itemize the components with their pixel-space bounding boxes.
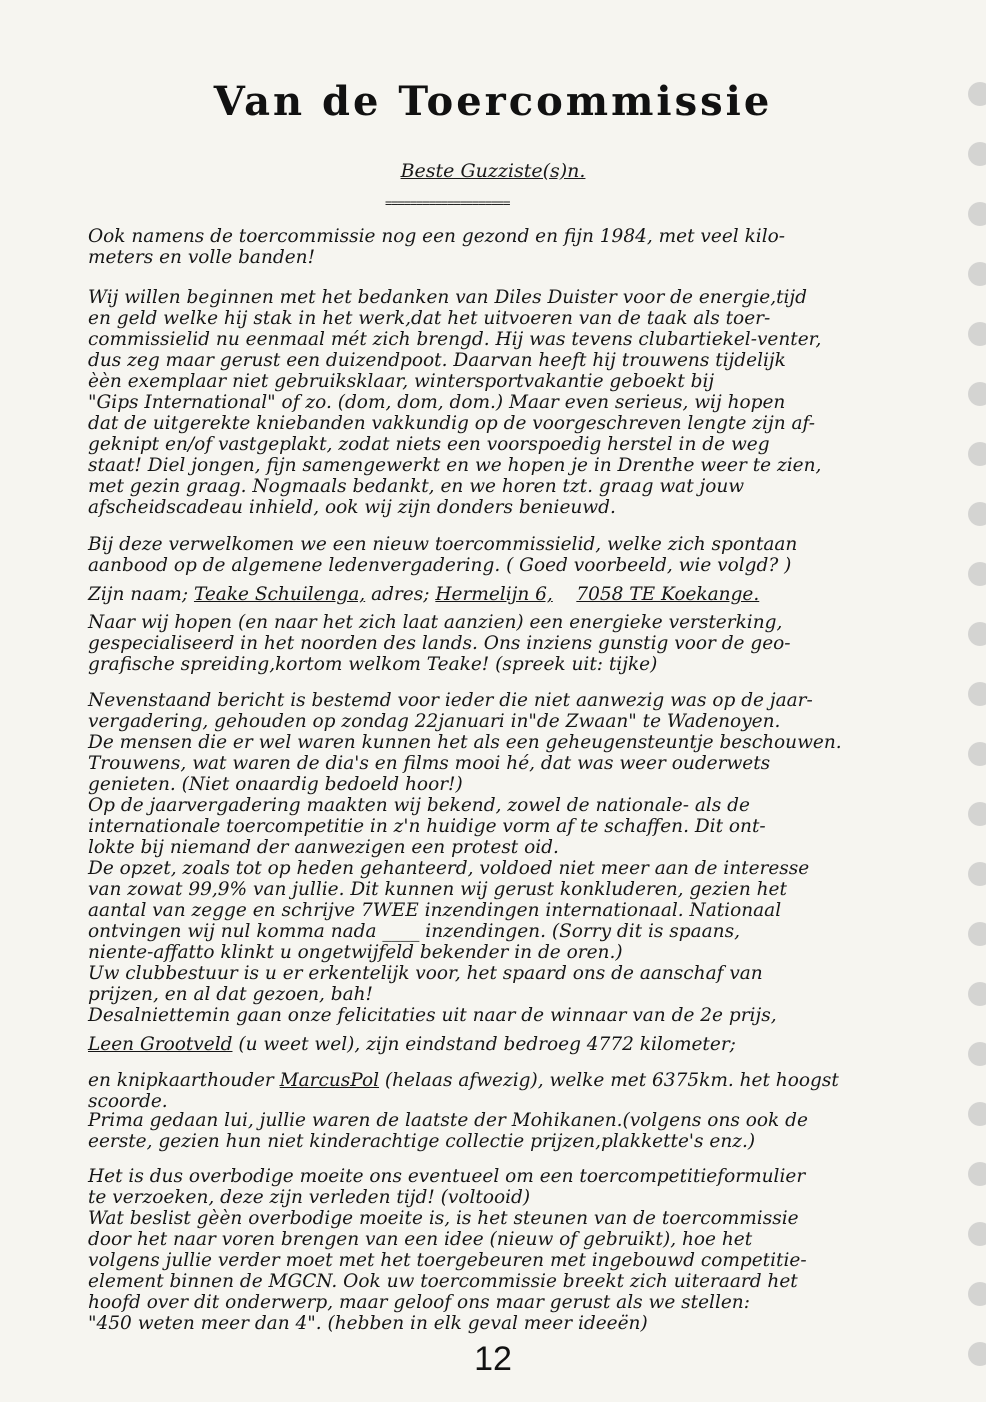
member-city: 7058 TE Koekange. — [576, 584, 760, 605]
name-label: Zijn naam; — [88, 584, 189, 605]
text-line: element binnen de MGCN. Ook uw toercommissie breekt zich uiteraard het — [88, 1271, 798, 1292]
text-line: Trouwens, wat waren de dia's en films mooi hé, dat was weer ouderwets — [88, 753, 771, 774]
winner-text: (helaas afwezig), welke met 6375km. het hoogst — [384, 1070, 839, 1091]
text-line: genieten. (Niet onaardig bedoeld hoor!) — [88, 774, 463, 795]
member-name: Teake Schuilenga, — [193, 584, 366, 605]
address-label: adres; — [371, 584, 430, 605]
winner-name: MarcusPol — [279, 1070, 380, 1091]
text-line: lokte bij niemand der aanwezigen een protest oid. — [88, 837, 559, 858]
binder-hole-icon — [968, 1102, 986, 1126]
text-line: Uw clubbestuur is u er erkentelijk voor, het spaard ons de aanschaf van — [88, 963, 763, 984]
text-line: door het naar voren brengen van een idee (nieuw of gebruikt), hoe het — [88, 1229, 753, 1250]
text-line: Prima gedaan lui, jullie waren de laatste der Mohikanen.(volgens ons ook de — [88, 1110, 808, 1131]
text-line: aantal van zegge en schrijve 7WEE inzendingen internationaal. Nationaal — [88, 900, 782, 921]
text-line: Het is dus overbodige moeite ons eventueel om een toercompetitieformulier — [88, 1166, 806, 1187]
text-line: dat de uitgerekte kniebanden vakkundig op de voorgeschreven lengte zijn af- — [88, 413, 815, 434]
page-title: Van de Toercommissie — [213, 78, 773, 125]
text-line: eerste, gezien hun niet kinderachtige collectie prijzen,plakkette's enz.) — [88, 1131, 756, 1152]
binder-hole-icon — [968, 862, 986, 886]
text-line: volgens jullie verder moet met het toergebeuren met ingebouwd competitie- — [88, 1250, 807, 1271]
binder-hole-icon — [968, 262, 986, 286]
text-line: Ook namens de toercommissie nog een gezond en fijn 1984, met veel kilo- — [88, 226, 786, 247]
binder-hole-icon — [968, 802, 986, 826]
text-line: niente-affatto klinkt u ongetwijfeld bekender in de oren.) — [88, 942, 623, 963]
greeting: Beste Guzziste(s)n. — [400, 160, 586, 182]
text-line: commissielid nu eenmaal mét zich brengd. Hij was tevens clubartiekel-venter, — [88, 329, 822, 350]
winner-second-prize — [88, 1034, 918, 1055]
text-line: internationale toercompetitie in z'n huidige vorm af te schaffen. Dit ont- — [88, 816, 766, 837]
binder-holes — [956, 30, 986, 1402]
winner-highest-score — [88, 1070, 918, 1112]
winner-text: (u weet wel), zijn eindstand bedroeg 4772 kilometer; — [238, 1034, 736, 1055]
text-line: scoorde. — [88, 1091, 168, 1112]
text-line: Desalniettemin gaan onze felicitaties uit naar de winnaar van de 2e prijs, — [88, 1005, 777, 1026]
paragraph-reinforcement — [88, 612, 918, 675]
binder-hole-icon — [968, 562, 986, 586]
text-line: gespecialiseerd in het noorden des lands. Ons inziens gunstig voor de geo- — [88, 633, 791, 654]
binder-hole-icon — [968, 742, 986, 766]
paragraph-new-year — [88, 226, 918, 268]
binder-hole-icon — [968, 1222, 986, 1246]
winner-name: Leen Grootveld — [88, 1034, 233, 1055]
paragraph-meeting-report — [88, 690, 918, 1026]
binder-hole-icon — [968, 382, 986, 406]
text-line: De opzet, zoals tot op heden gehanteerd, voldoed niet meer aan de interesse — [88, 858, 810, 879]
binder-hole-icon — [968, 442, 986, 466]
text-line: Nevenstaand bericht is bestemd voor ieder die niet aanwezig was op de jaar- — [88, 690, 813, 711]
text-line: staat! Diel jongen, fijn samengewerkt en we hopen je in Drenthe weer te zien, — [88, 455, 822, 476]
text-line: Wij willen beginnen met het bedanken van Diles Duister voor de energie,tijd — [88, 287, 808, 308]
text-line: Wat beslist gèèn overbodige moeite is, is het steunen van de toercommissie — [88, 1208, 799, 1229]
paragraph-welcome — [88, 534, 918, 576]
text-line: Bij deze verwelkomen we een nieuw toercommissielid, welke zich spontaan — [88, 534, 798, 555]
new-member-details — [88, 584, 918, 605]
text-line: meters en volle banden! — [88, 247, 316, 268]
binder-hole-icon — [968, 202, 986, 226]
page-number: 12 — [474, 1340, 512, 1378]
text-line: hoofd over dit onderwerp, maar geloof ons maar gerust als we stellen: — [88, 1292, 750, 1313]
greeting-underline: ==================== — [385, 196, 510, 210]
text-line: grafische spreiding,kortom welkom Teake! (spreek uit: tijke) — [88, 654, 658, 675]
text-line: van zowat 99,9% van jullie. Dit kunnen wij gerust konkluderen, gezien het — [88, 879, 787, 900]
text-line: afscheidscadeau inhield, ook wij zijn donders benieuwd. — [88, 497, 616, 518]
binder-hole-icon — [968, 922, 986, 946]
paragraph-ideas — [88, 1166, 918, 1334]
binder-hole-icon — [968, 322, 986, 346]
text-line: dus zeg maar gerust een duizendpoot. Daarvan heeft hij trouwens tijdelijk — [88, 350, 786, 371]
text-line: "Gips International" of zo. (dom, dom, dom.) Maar even serieus, wij hopen — [88, 392, 786, 413]
binder-hole-icon — [968, 502, 986, 526]
text-line: Naar wij hopen (en naar het zich laat aanzien) een energieke versterking, — [88, 612, 783, 633]
binder-hole-icon — [968, 1162, 986, 1186]
paragraph-thanks — [88, 287, 918, 518]
binder-hole-icon — [968, 1282, 986, 1306]
binder-hole-icon — [968, 682, 986, 706]
text-line: met gezin graag. Nogmaals bedankt, en we horen tzt. graag wat jouw — [88, 476, 745, 497]
text-line: aanbood op de algemene ledenvergadering. ( Goed voorbeeld, wie volgd? ) — [88, 555, 792, 576]
text-line: geknipt en/of vastgeplakt, zodat niets een voorspoedig herstel in de weg — [88, 434, 770, 455]
winner-prefix: en knipkaarthouder — [88, 1070, 274, 1091]
text-line: Op de jaarvergadering maakten wij bekend, zowel de nationale- als de — [88, 795, 750, 816]
text-line: De mensen die er wel waren kunnen het als een geheugensteuntje beschouwen. — [88, 732, 842, 753]
binder-hole-icon — [968, 1042, 986, 1066]
text-line: "450 weten meer dan 4". (hebben in elk geval meer ideeën) — [88, 1313, 648, 1334]
binder-hole-icon — [968, 622, 986, 646]
text-line: vergadering, gehouden op zondag 22januari in"de Zwaan" te Wadenoyen. — [88, 711, 781, 732]
paragraph-congratulations — [88, 1110, 918, 1152]
text-line: ontvingen wij nul komma nada ____ inzendingen. (Sorry dit is spaans, — [88, 921, 740, 942]
text-line: en geld welke hij stak in het werk,dat het uitvoeren van de taak als toer- — [88, 308, 771, 329]
binder-hole-icon — [968, 982, 986, 1006]
text-line: te verzoeken, deze zijn verleden tijd! (voltooid) — [88, 1187, 531, 1208]
member-address: Hermelijn 6, — [435, 584, 553, 605]
text-line: prijzen, en al dat gezoen, bah! — [88, 984, 373, 1005]
text-line: èèn exemplaar niet gebruiksklaar, wintersportvakantie geboekt bij — [88, 371, 715, 392]
